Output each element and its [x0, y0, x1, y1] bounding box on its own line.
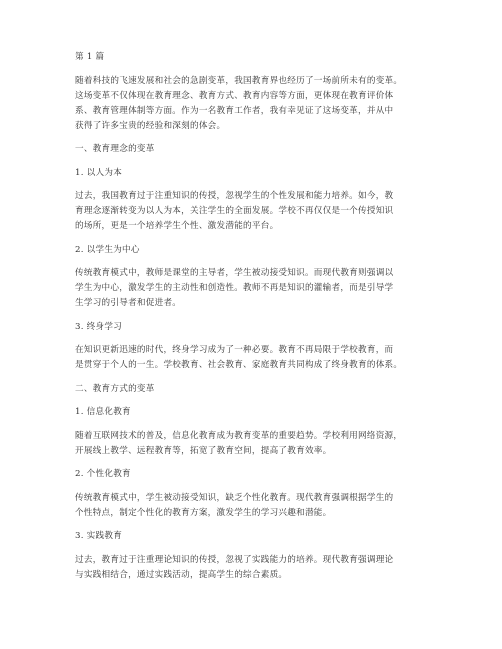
subsection-paragraph [75, 491, 435, 521]
paragraph-line: 生学习的引导者和促进者。 [75, 298, 182, 308]
intro-line: 这场变革不仅体现在教育理念、教育方式、教育内容等方面，更体现在教育评价体 [75, 90, 394, 101]
paragraph-line: 在知识更新迅速的时代，终身学习成为了一种必要。教育不再局限于学校教育，而 [75, 345, 394, 355]
paragraph-line: 与实践相结合，通过实践活动，提高学生的综合素质。 [75, 569, 288, 580]
paragraph-line: 开展线上教学、远程教育等，拓宽了教育空间，提高了教育效率。 [75, 445, 332, 456]
paragraph-line: 学生为中心，激发学生的主动性和创造性。教师不再是知识的灌输者，而是引导学 [75, 283, 394, 293]
document-page [75, 50, 435, 591]
intro-paragraph [75, 74, 435, 134]
intro-line: 获得了许多宝贵的经验和深刻的体会。 [75, 120, 226, 131]
subsection-heading: 2. 个性化教育 [75, 469, 131, 479]
subsection-paragraph [75, 189, 435, 234]
subsection-heading: 3. 实践教育 [75, 531, 123, 541]
intro-line: 随着科技的飞速发展和社会的急剧变革，我国教育界也经历了一场前所未有的变革。 [75, 75, 403, 86]
paragraph-line: 过去，我国教育过于注重知识的传授，忽视学生的个性发展和能力培养。如今，教 [75, 191, 394, 201]
subsection-paragraph [75, 553, 435, 583]
paragraph-line: 个性特点，制定个性化的教育方案，激发学生的学习兴趣和潜能。 [75, 507, 332, 518]
subsection-heading: 1. 以人为本 [75, 167, 123, 178]
section-heading-2: 二、教育方式的变革 [75, 383, 155, 394]
paragraph-line: 传统教育模式中，学生被动接受知识，缺乏个性化教育。现代教育强调根据学生的 [75, 492, 394, 503]
subsection-paragraph [75, 266, 435, 311]
paragraph-line: 是贯穿于个人的一生。学校教育、社会教育、家庭教育共同构成了终身教育的体系。 [75, 360, 403, 370]
subsection-heading: 1. 信息化教育 [75, 407, 131, 417]
document-title: 第 1 篇 [75, 52, 105, 62]
paragraph-line: 过去，教育过于注重理论知识的传授，忽视了实践能力的培养。现代教育强调理论 [75, 554, 394, 565]
section-heading-1: 一、教育理念的变革 [75, 144, 155, 154]
subsection-heading: 3. 终身学习 [75, 321, 123, 332]
subsection-heading: 2. 以学生为中心 [75, 244, 140, 255]
paragraph-line: 传统教育模式中，教师是课堂的主导者，学生被动接受知识。而现代教育则强调以 [75, 268, 394, 278]
intro-line: 系、教育管理体制等方面。作为一名教育工作者，我有幸见证了这场变革，并从中 [75, 105, 394, 116]
paragraph-line: 随着互联网技术的普及，信息化教育成为教育变革的重要趋势。学校利用网络资源， [75, 430, 403, 441]
subsection-paragraph [75, 343, 435, 373]
paragraph-line: 的场所，更是一个培养学生个性、激发潜能的平台。 [75, 221, 279, 231]
paragraph-line: 育理念逐渐转变为以人为本，关注学生的全面发展。学校不再仅仅是一个传授知识 [75, 206, 394, 216]
subsection-paragraph [75, 429, 435, 459]
